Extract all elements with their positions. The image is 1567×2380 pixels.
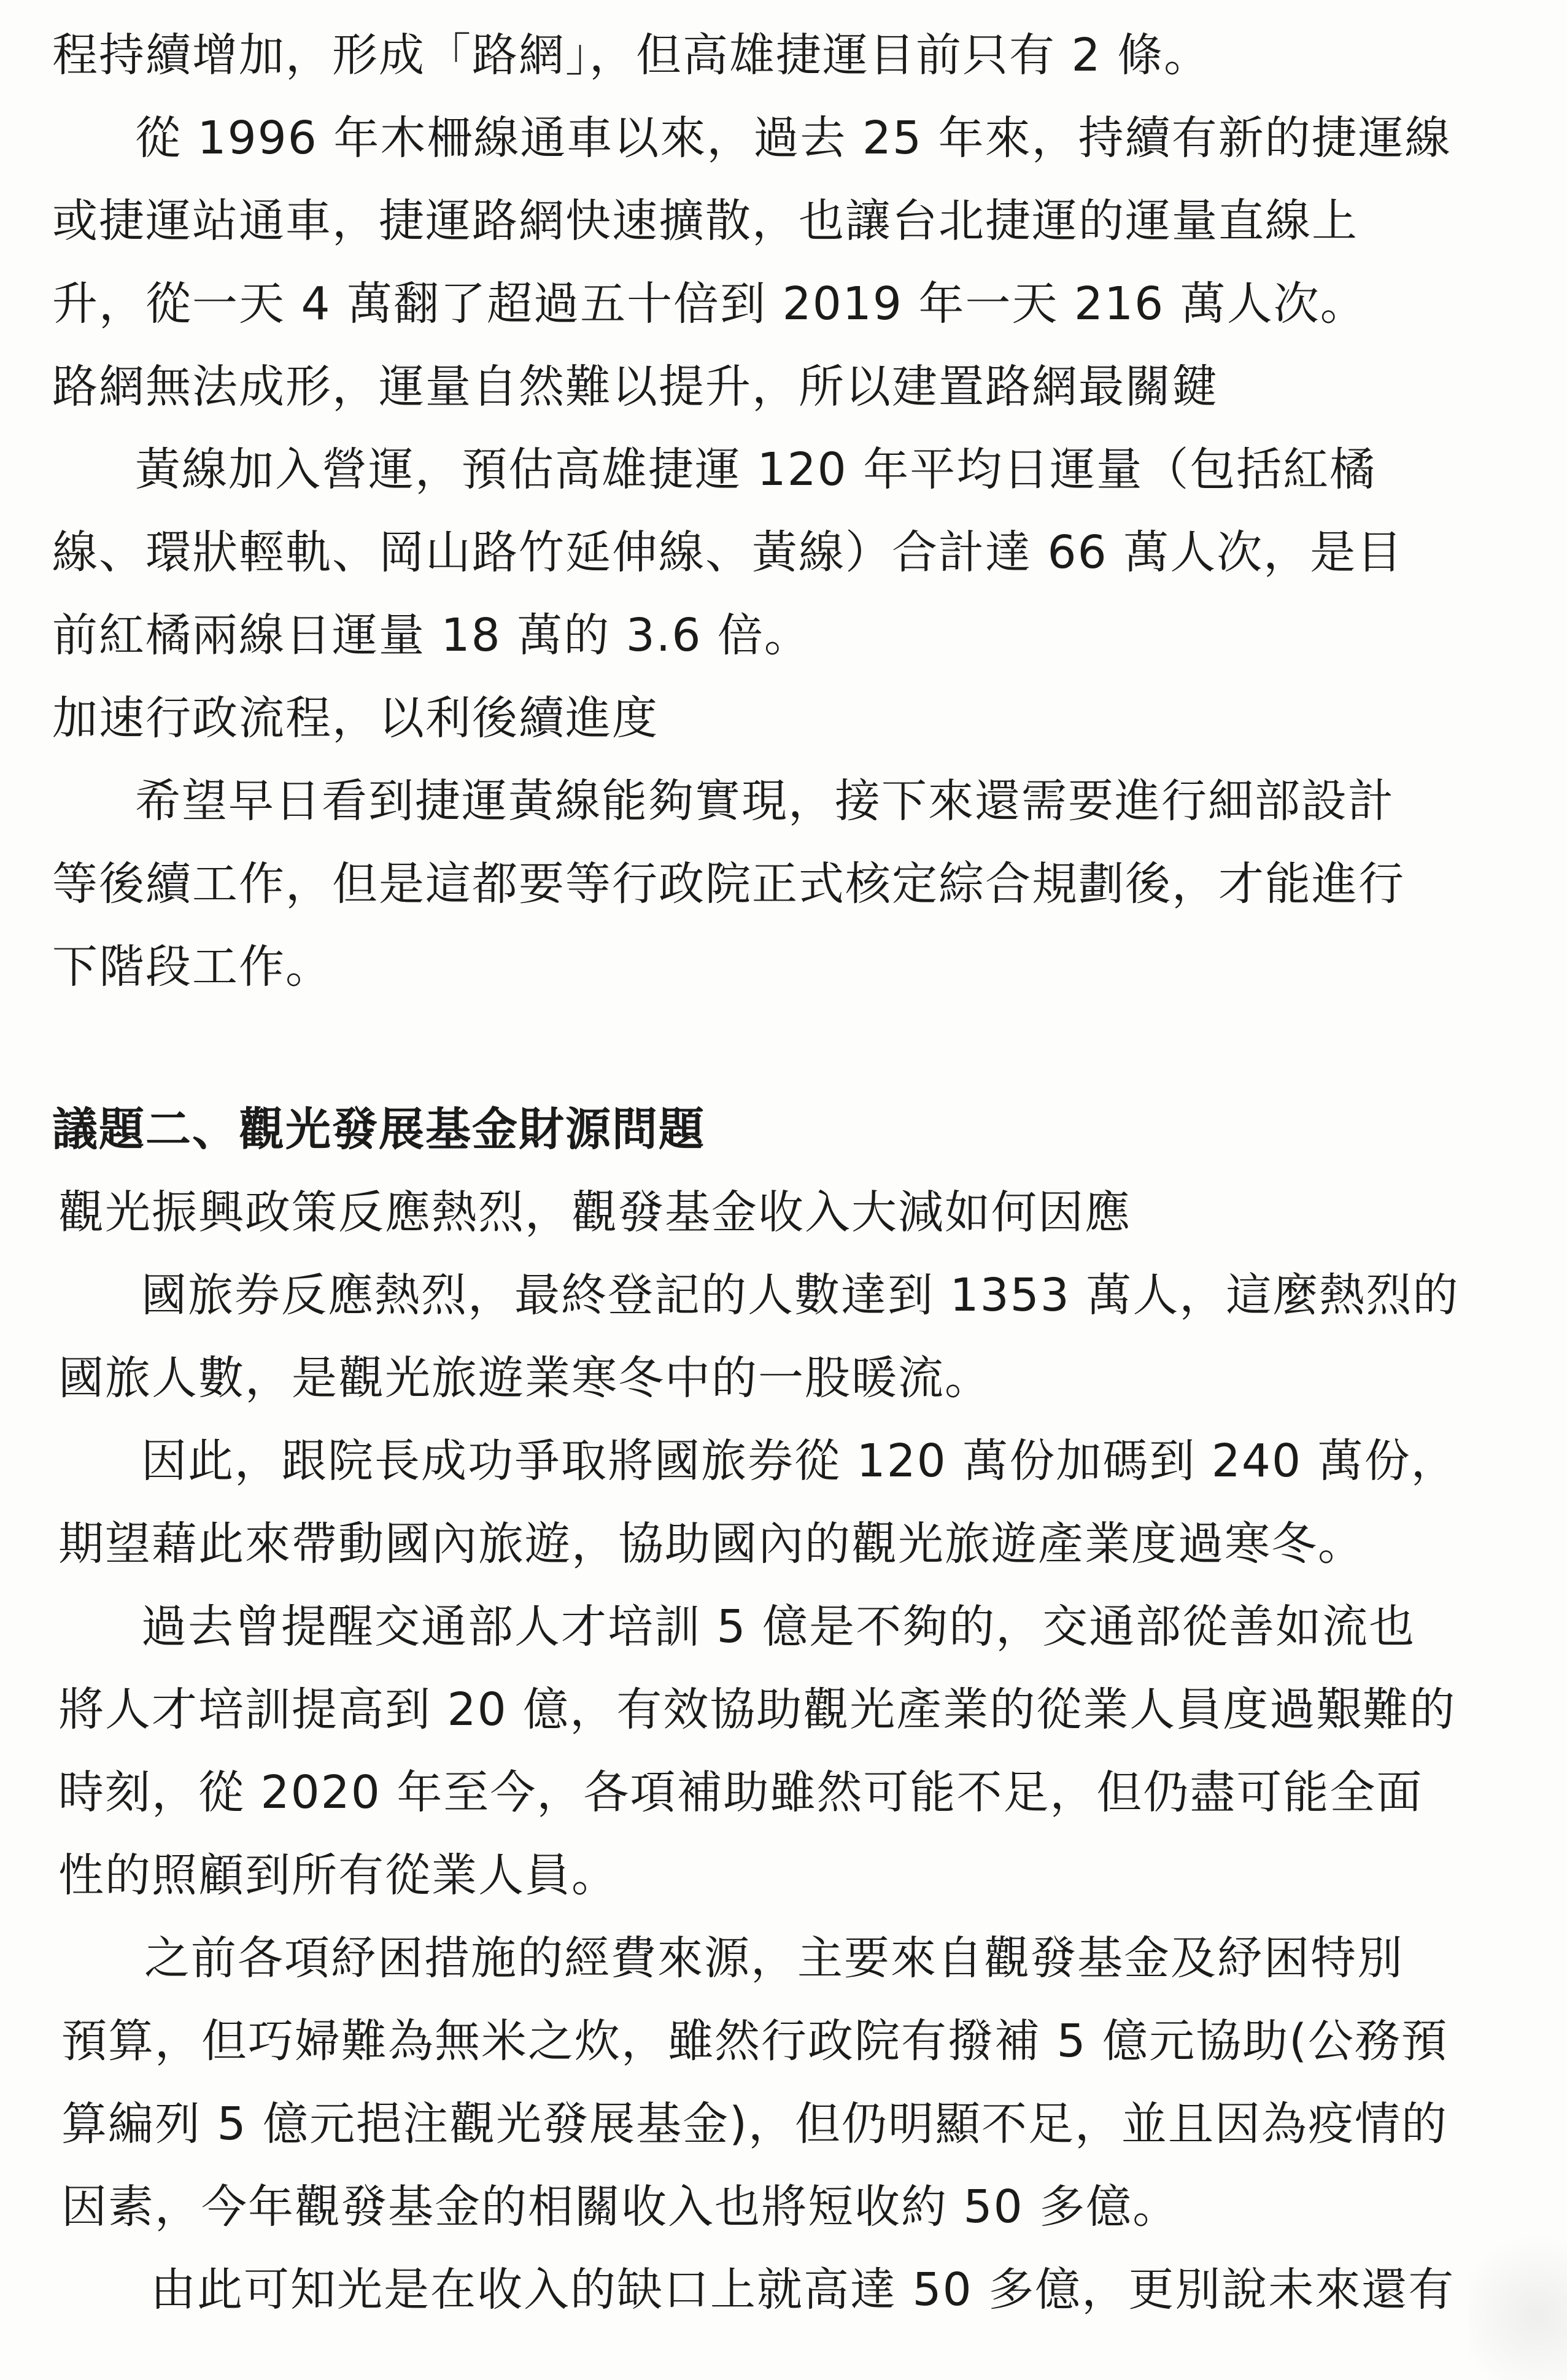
text-line: 將人才培訓提高到 20 億，有效協助觀光產業的從業人員度過艱難的 [58,1683,1457,1736]
text-line: 或捷運站通車，捷運路網快速擴散，也讓台北捷運的運量直線上 [52,195,1358,247]
text-line: 時刻，從 2020 年至今，各項補助雖然可能不足，但仍盡可能全面 [58,1766,1423,1819]
text-line: 下階段工作。 [52,940,332,993]
text-line: 由此可知光是在收入的缺口上就高達 50 多億，更別說未來還有 [150,2263,1455,2316]
scan-artifact [1469,2220,1567,2380]
text-line: 希望早日看到捷運黃線能夠實現，接下來還需要進行細部設計 [135,775,1395,828]
text-line: 國旅券反應熱烈，最終登記的人數達到 1353 萬人，這麼熱烈的 [141,1269,1460,1322]
text-line: 線、環狀輕軌、岡山路竹延伸線、黃線）合計達 66 萬人次，是目 [52,526,1404,579]
text-line: 升，從一天 4 萬翻了超過五十倍到 2019 年一天 216 萬人次。 [52,277,1367,330]
text-line: 路網無法成形，運量自然難以提升，所以建置路網最關鍵 [52,360,1218,413]
text-line: 等後續工作，但是這都要等行政院正式核定綜合規劃後，才能進行 [52,858,1405,910]
text-line: 之前各項紓困措施的經費來源，主要來自觀發基金及紓困特別 [144,1932,1404,1985]
text-line: 加速行政流程，以利後續進度 [52,692,659,745]
text-line: 過去曾提醒交通部人才培訓 5 億是不夠的，交通部從善如流也 [141,1600,1416,1653]
text-line: 期望藉此來帶動國內旅遊，協助國內的觀光旅遊產業度過寒冬。 [58,1518,1364,1570]
text-line: 預算，但巧婦難為無米之炊，雖然行政院有撥補 5 億元協助(公務預 [61,2015,1448,2068]
section-heading: 議題二、觀光發展基金財源問題 [52,1103,705,1156]
text-line: 觀光振興政策反應熱烈，觀發基金收入大減如何因應 [58,1186,1131,1239]
text-line: 程持續增加，形成「路網」，但高雄捷運目前只有 2 條。 [52,29,1211,82]
text-line: 前紅橘兩線日運量 18 萬的 3.6 倍。 [52,609,811,662]
text-line: 國旅人數，是觀光旅遊業寒冬中的一股暖流。 [58,1352,991,1405]
text-line: 算編列 5 億元挹注觀光發展基金)，但仍明顯不足，並且因為疫情的 [61,2098,1448,2150]
text-line: 黃線加入營運，預估高雄捷運 120 年平均日運量（包括紅橘 [135,443,1377,496]
text-line: 性的照顧到所有從業人員。 [58,1849,618,1902]
text-line: 因素，今年觀發基金的相關收入也將短收約 50 多億。 [61,2180,1180,2233]
text-line: 因此，跟院長成功爭取將國旅券從 120 萬份加碼到 240 萬份， [141,1435,1458,1487]
text-line: 從 1996 年木柵線通車以來，過去 25 年來，持續有新的捷運線 [135,112,1452,165]
